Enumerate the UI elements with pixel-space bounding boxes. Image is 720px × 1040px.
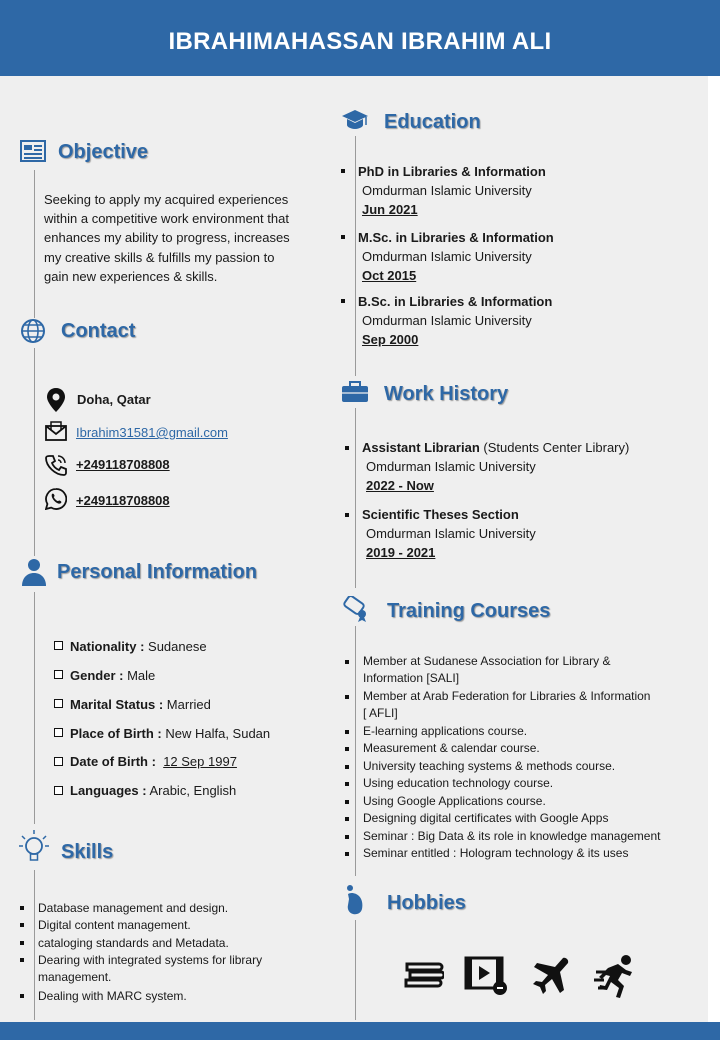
bullet [20, 906, 24, 910]
education-title: Education [384, 111, 481, 133]
running-icon [594, 954, 638, 1003]
list-item: Seminar : Big Data & its role in knowledge management [363, 829, 661, 843]
objective-title: Objective [58, 141, 149, 163]
list-item: cataloging standards and Metadata. [38, 936, 229, 950]
envelope-icon [45, 421, 67, 446]
whatsapp-icon [45, 488, 67, 515]
books-icon [404, 958, 444, 995]
list-item: Measurement & calendar course. [363, 741, 540, 755]
bullet [345, 852, 349, 856]
whatsapp-number[interactable]: +249118708808 [76, 493, 170, 508]
bullet [20, 958, 24, 962]
briefcase-icon [341, 380, 369, 409]
list-item: Database management and design. [38, 901, 229, 915]
location-pin-icon [46, 388, 66, 417]
list-item: University teaching systems & methods course. [363, 759, 616, 773]
diploma-icon [342, 596, 370, 627]
bullet [345, 446, 349, 450]
checkbox-bullet [54, 786, 63, 795]
list-item: Seminar entitled : Hologram technology & its uses [363, 846, 629, 860]
phone-icon [45, 454, 67, 481]
skills-title: Skills [61, 841, 114, 863]
video-play-icon [464, 954, 510, 1001]
header-bar [0, 0, 720, 76]
bullet [345, 695, 349, 699]
bullet [20, 923, 24, 927]
contact-title: Contact [61, 320, 136, 342]
newspaper-icon [20, 140, 46, 167]
email-link[interactable]: Ibrahim31581@gmail.com [76, 425, 228, 440]
list-item: management. [38, 970, 112, 984]
hobbies-title: Hobbies [387, 892, 466, 914]
list-item: E-learning applications course. [363, 724, 528, 738]
bullet [345, 800, 349, 804]
checkbox-bullet [54, 757, 63, 766]
checkbox-bullet [54, 699, 63, 708]
bullet [345, 513, 349, 517]
list-item: Dearing with integrated systems for library [38, 953, 263, 967]
bullet [345, 817, 349, 821]
bullet [341, 235, 345, 239]
bullet [345, 782, 349, 786]
globe-icon [20, 318, 46, 349]
airplane-icon [533, 956, 571, 999]
list-item: [ AFLI] [363, 706, 398, 720]
checkbox-bullet [54, 670, 63, 679]
list-item: Using Google Applications course. [363, 794, 546, 808]
checkbox-bullet [54, 641, 63, 650]
list-item: Using education technology course. [363, 776, 554, 790]
list-item: Dealing with MARC system. [38, 989, 187, 1003]
bullet [20, 994, 24, 998]
phone-number[interactable]: +249118708808 [76, 457, 170, 472]
lightbulb-icon [18, 828, 50, 871]
graduation-cap-icon [341, 108, 369, 137]
bullet [345, 835, 349, 839]
personal-info-title: Personal Information [57, 561, 258, 583]
location-text: Doha, Qatar [77, 392, 151, 407]
bullet [345, 660, 349, 664]
bullet [20, 941, 24, 945]
list-item: Member at Sudanese Association for Library & [363, 654, 611, 668]
bullet [345, 765, 349, 769]
bullet [341, 169, 345, 173]
list-item: Member at Arab Federation for Libraries & Information [363, 689, 651, 703]
bullet [341, 299, 345, 303]
checkbox-bullet [54, 728, 63, 737]
list-item: Digital content management. [38, 918, 191, 932]
list-item: Information [SALI] [363, 671, 460, 685]
bullet [345, 747, 349, 751]
person-icon [22, 558, 46, 591]
hobbies-hand-icon [344, 884, 368, 921]
list-item: Designing digital certificates with Google Apps [363, 811, 609, 825]
work-history-title: Work History [384, 383, 509, 405]
bullet [345, 730, 349, 734]
candidate-name: IBRAHIMAHASSAN IBRAHIM ALI [168, 28, 552, 55]
footer-bar [0, 1022, 720, 1040]
training-title: Training Courses [387, 600, 551, 622]
